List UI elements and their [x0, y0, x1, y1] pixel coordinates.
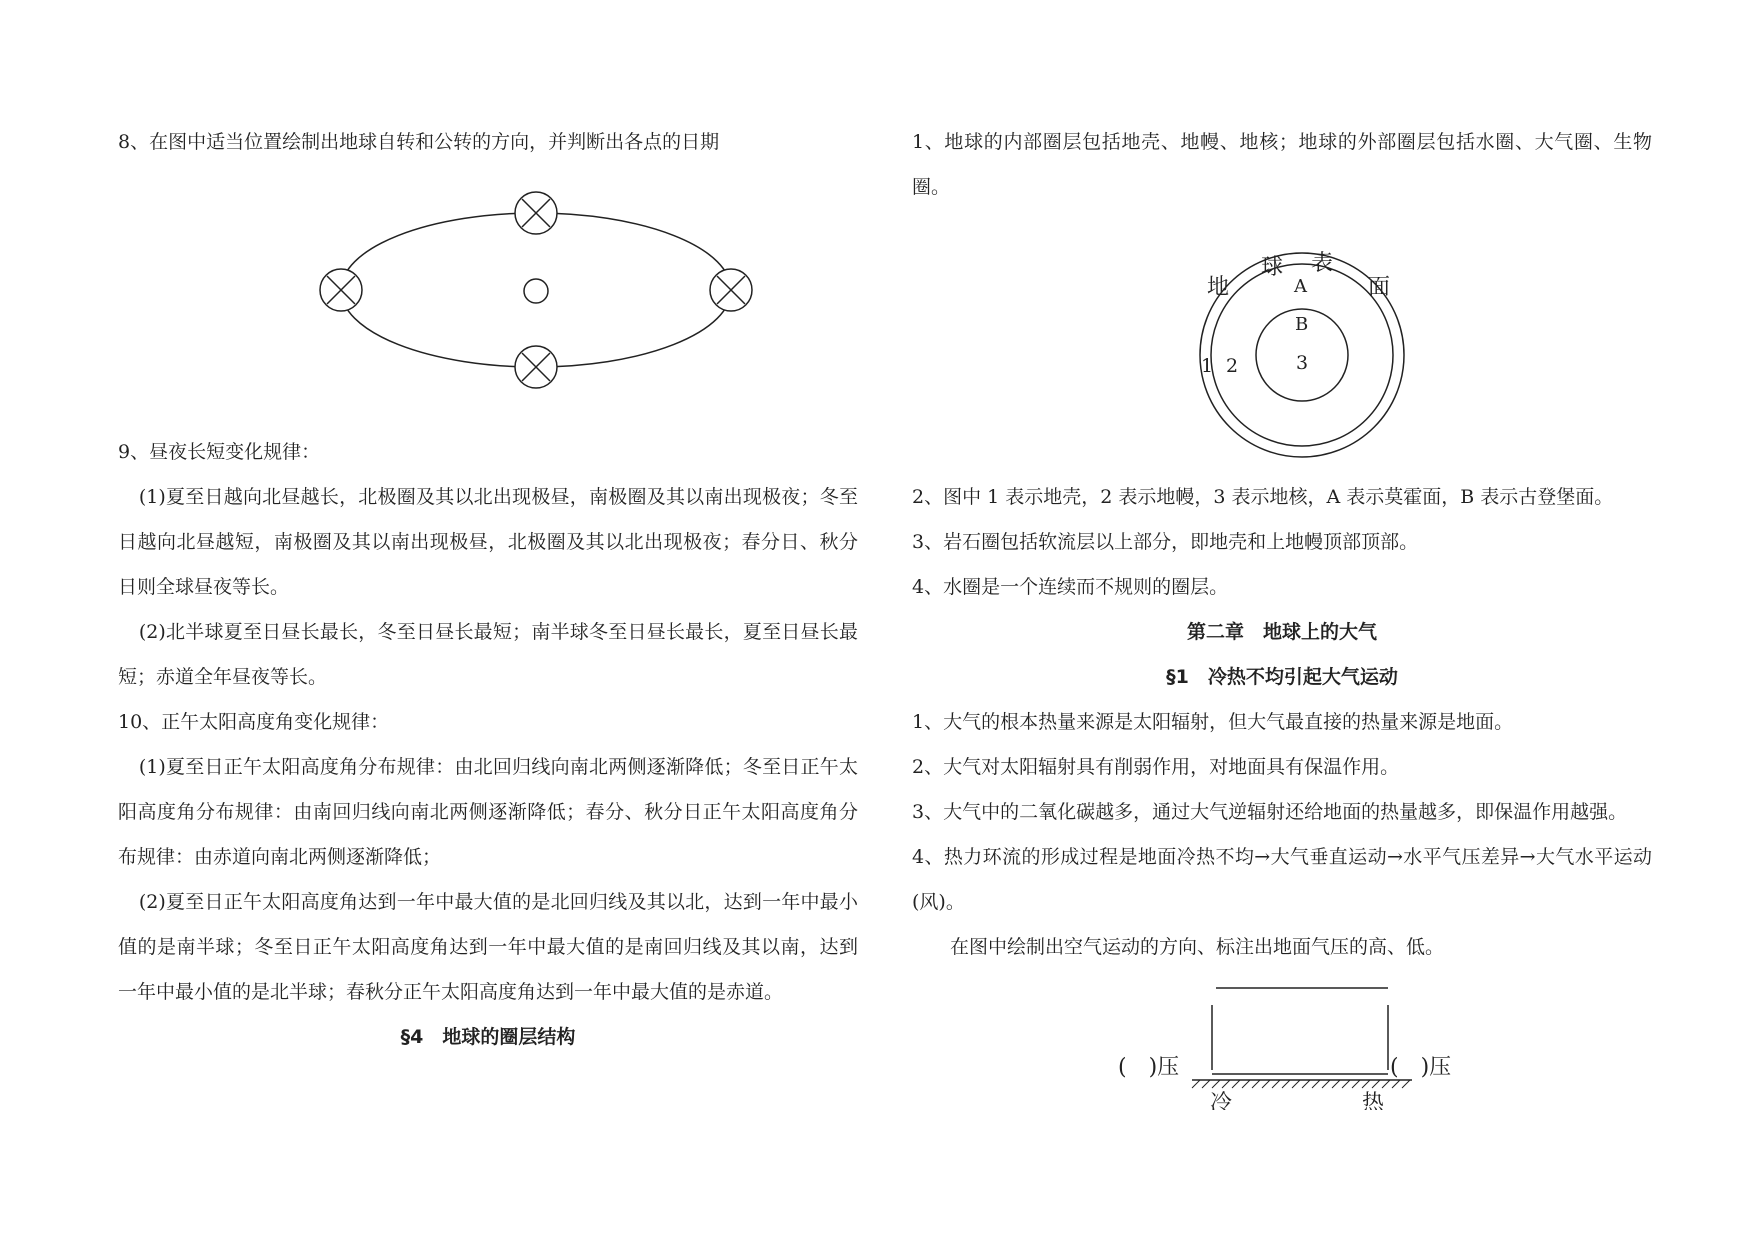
question-8: 8、在图中适当位置绘制出地球自转和公转的方向，并判断出各点的日期 — [118, 131, 720, 153]
atmosphere-item-1: 1、大气的根本热量来源是太阳辐射，但大气最直接的热量来源是地面。 — [912, 711, 1514, 733]
atmosphere-item-3: 3、大气中的二氧化碳越多，通过大气逆辐射还给地面的热量越多，即保温作用越强。 — [912, 801, 1628, 823]
question-9-part-1: (1)夏至日越向北昼越长，北极圈及其以北出现极昼，南极圈及其以南出现极夜；冬至日越向北昼越短，南极圈及其以南出现极昼，北极圈及其以北出现极夜；春分日、秋分日则全球昼夜等长。 — [118, 486, 858, 598]
orbit-diagram — [118, 165, 858, 430]
right-column — [912, 120, 1652, 1110]
earth-top — [515, 192, 557, 234]
earth-right — [710, 269, 752, 311]
section-1-title: §1 冷热不均引起大气运动 — [1166, 666, 1398, 688]
surface-label-2: 球 — [1261, 255, 1284, 280]
left-pressure-label: ( )压 — [1118, 1055, 1180, 1080]
cold-label: 冷 — [1210, 1091, 1233, 1110]
atmosphere-item-2: 2、大气对太阳辐射具有削弱作用，对地面具有保温作用。 — [912, 756, 1400, 778]
question-10-part-1: (1)夏至日正午太阳高度角分布规律：由北回归线向南北两侧逐渐降低；冬至日正午太阳高度角分布规律：由南回归线向南北两侧逐渐降低；春分、秋分日正午太阳高度角分布规律：由赤道向南北两侧逐渐降低； — [118, 756, 858, 868]
layers-item-3: 3、岩石圈包括软流层以上部分，即地壳和上地幔顶部顶部。 — [912, 531, 1419, 553]
gutenberg-label: B — [1295, 314, 1309, 335]
earth-left — [320, 269, 362, 311]
section-4-title: §4 地球的圈层结构 — [400, 1026, 576, 1048]
hot-label: 热 — [1362, 1091, 1385, 1110]
mantle-number: 2 — [1226, 355, 1239, 377]
earth-bottom — [515, 346, 557, 388]
question-10-title: 10、正午太阳高度角变化规律： — [118, 711, 390, 733]
surface-label-4: 面 — [1368, 275, 1391, 300]
atmosphere-item-4: 4、热力环流的形成过程是地面冷热不均→大气垂直运动→水平气压差异→大气水平运动(风)。 — [912, 846, 1652, 913]
crust-number: 1 — [1201, 355, 1214, 377]
atmosphere-instruction: 在图中绘制出空气运动的方向、标注出地面气压的高、低。 — [950, 936, 1445, 958]
thermal-circulation-figure — [912, 970, 1652, 1110]
right-pressure-label: ( )压 — [1390, 1055, 1452, 1080]
thermal-circulation-diagram — [912, 970, 1652, 1110]
earth-layers-figure — [912, 210, 1652, 475]
layers-item-2: 2、图中 1 表示地壳，2 表示地幔，3 表示地核，A 表示莫霍面，B 表示古登堡面。 — [912, 486, 1614, 508]
left-column — [118, 120, 858, 1060]
earth-orbit-figure — [118, 165, 858, 430]
question-9-title: 9、昼夜长短变化规律： — [118, 441, 321, 463]
chapter-2-title: 第二章 地球上的大气 — [1186, 621, 1377, 643]
question-10-part-2: (2)夏至日正午太阳高度角达到一年中最大值的是北回归线及其以北，达到一年中最小值的是南半球；冬至日正午太阳高度角达到一年中最大值的是南回归线及其以南，达到一年中最小值的是北半球；春秋分正午太阳高度角达到一年中最大值的是赤道。 — [118, 891, 858, 1003]
moho-label: A — [1294, 276, 1307, 297]
core-number: 3 — [1296, 352, 1309, 374]
surface-label-1: 地 — [1207, 275, 1230, 300]
surface-label-3: 表 — [1311, 251, 1334, 276]
sun-circle — [524, 279, 548, 303]
layers-item-4: 4、水圈是一个连续而不规则的圈层。 — [912, 576, 1229, 598]
question-9-part-2: (2)北半球夏至日昼长最长，冬至日昼长最短；南半球冬至日昼长最长，夏至日昼长最短；赤道全年昼夜等长。 — [118, 621, 858, 688]
ground-hatching — [1192, 1080, 1410, 1088]
layers-item-1: 1、地球的内部圈层包括地壳、地幔、地核；地球的外部圈层包括水圈、大气圈、生物圈。 — [912, 131, 1652, 198]
earth-layers-diagram — [912, 210, 1652, 475]
